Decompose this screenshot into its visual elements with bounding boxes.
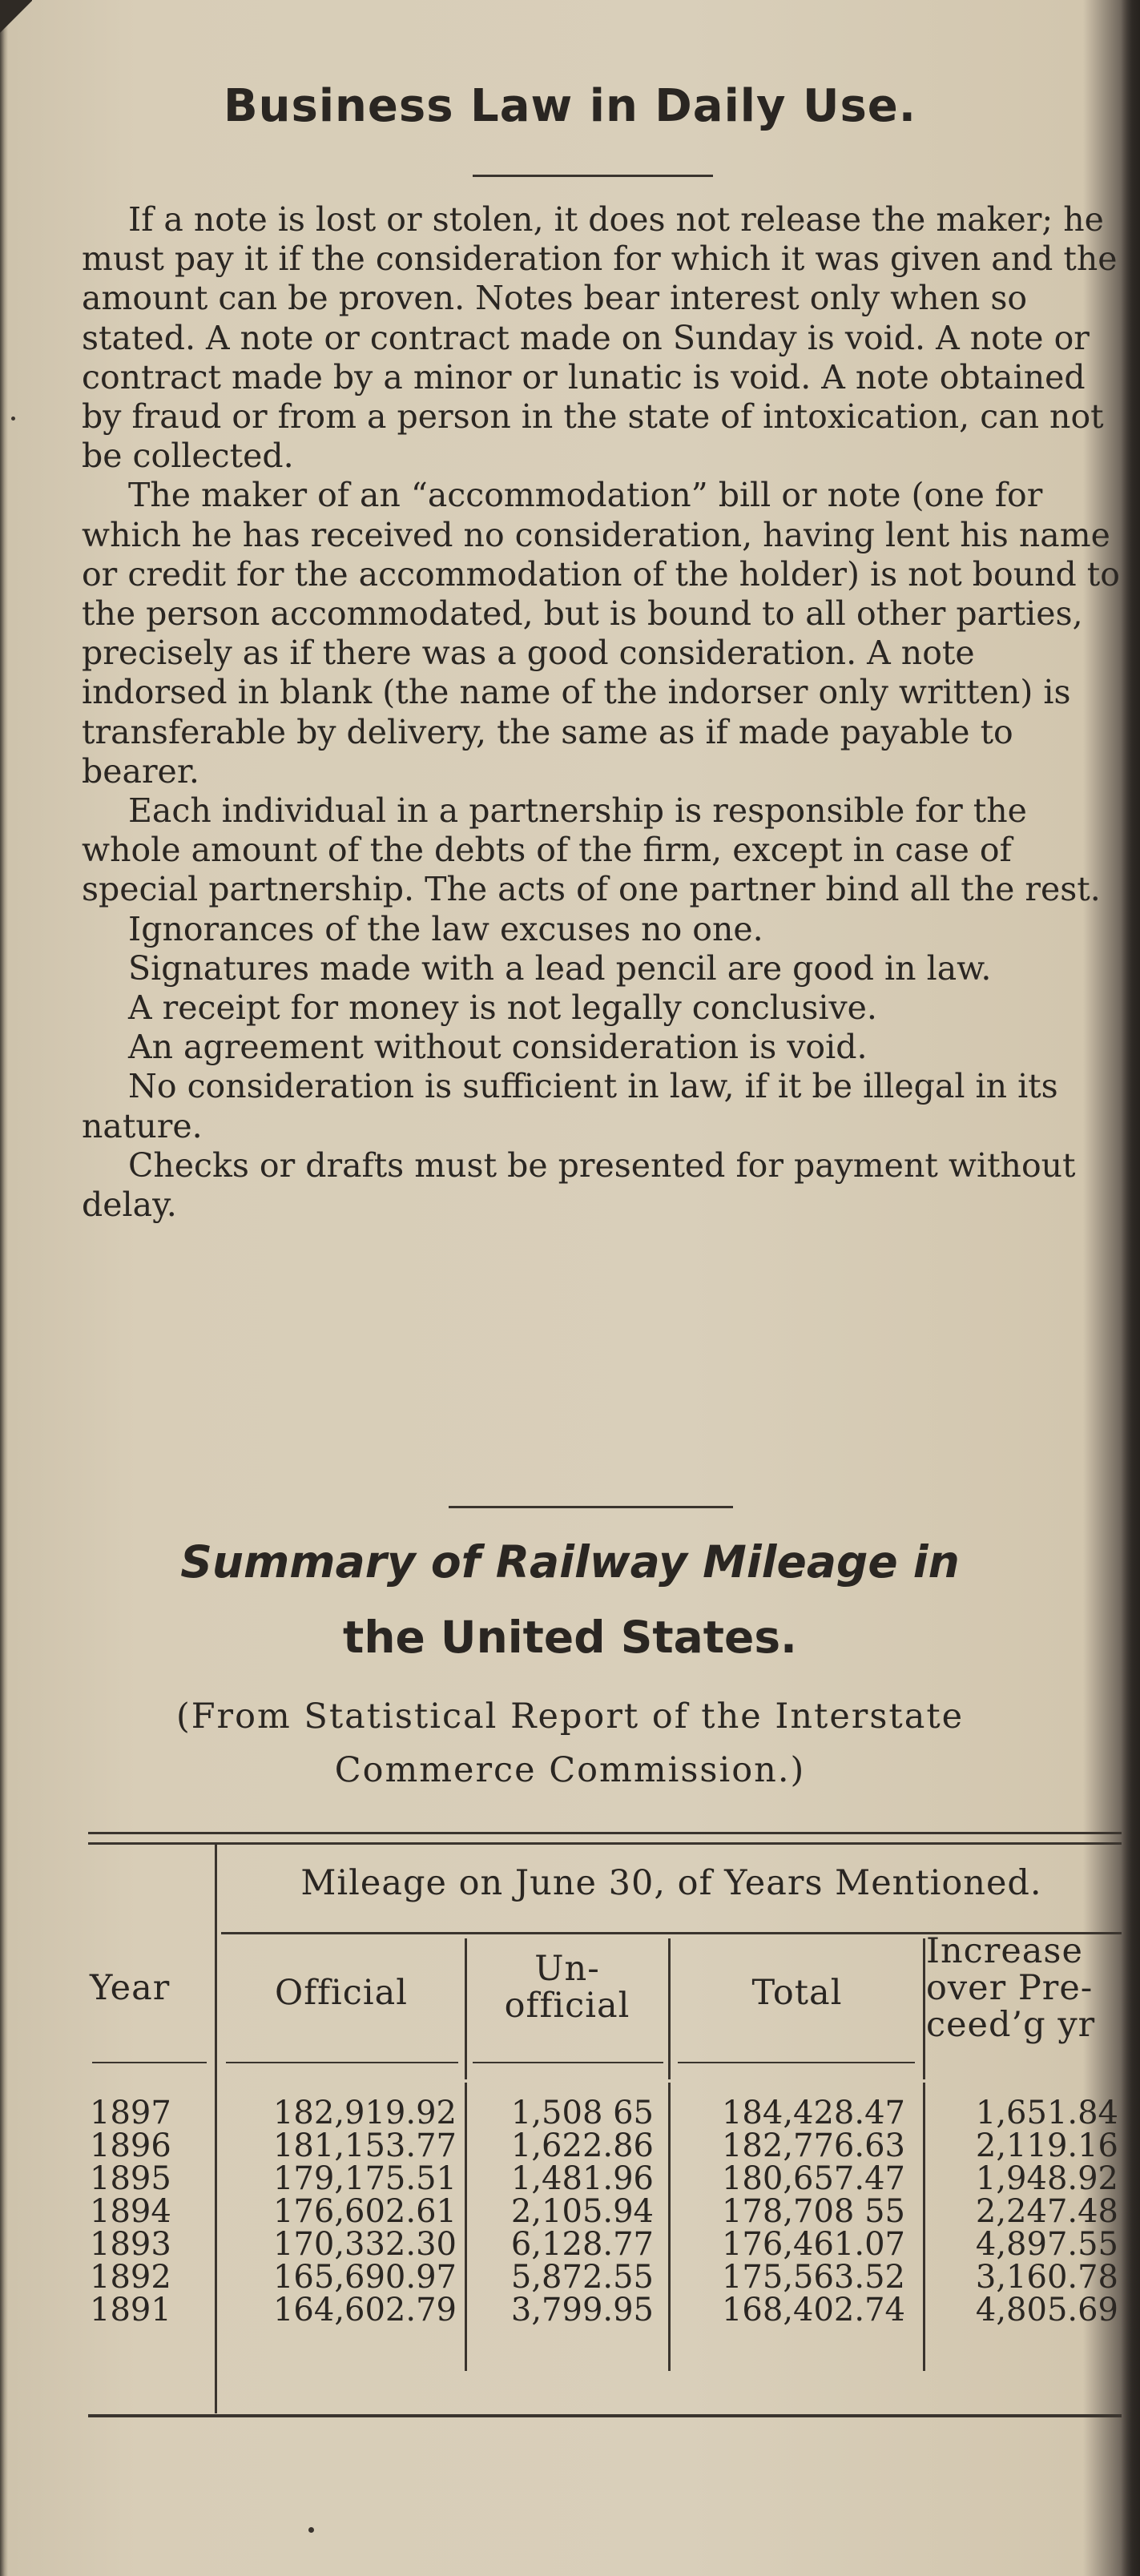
cell-year: 1893 xyxy=(90,2226,171,2263)
column-header-unofficial xyxy=(469,1950,665,2024)
paragraph-consideration: No consideration is sufficient in law, if it be illegal in its nature. xyxy=(82,1067,1058,1145)
business-law-title: Business Law in Daily Use. xyxy=(223,80,917,132)
table-column-divider xyxy=(923,2083,925,2371)
table-header-underline xyxy=(473,2062,663,2063)
table-header-underline xyxy=(226,2062,458,2063)
table-header-divider xyxy=(465,1938,467,2079)
cell-official: 164,602.79 xyxy=(272,2292,457,2328)
cell-unofficial: 1,508 65 xyxy=(510,2095,654,2131)
cell-increase: 1,948.92 xyxy=(975,2160,1118,2197)
cell-total: 184,428.47 xyxy=(721,2095,905,2131)
cell-official: 182,919.92 xyxy=(272,2095,457,2131)
cell-year: 1895 xyxy=(90,2160,171,2197)
table-group-header: Mileage on June 30, of Years Mentioned. xyxy=(300,1863,1042,1903)
cell-increase: 2,247.48 xyxy=(975,2193,1118,2230)
cell-increase: 3,160.78 xyxy=(975,2259,1118,2296)
table-top-rule xyxy=(88,1832,1122,1834)
paper-speck xyxy=(11,417,15,421)
page-corner xyxy=(0,0,32,40)
table-header-divider xyxy=(668,1938,671,2079)
cell-increase: 2,119.16 xyxy=(975,2127,1118,2164)
cell-total: 168,402.74 xyxy=(721,2292,905,2328)
cell-unofficial: 1,481.96 xyxy=(510,2160,654,2197)
column-header-unofficial-line2: official xyxy=(504,1986,630,2026)
paragraph-ignorance: Ignorances of the law excuses no one. xyxy=(128,909,763,948)
paper-speck xyxy=(308,2527,314,2533)
cell-increase: 4,897.55 xyxy=(975,2226,1118,2263)
cell-increase: 4,805.69 xyxy=(975,2292,1118,2328)
cell-unofficial: 1,622.86 xyxy=(510,2127,654,2164)
business-law-body xyxy=(82,200,1123,1225)
table-top-rule-inner xyxy=(88,1842,1122,1845)
column-header-year-label: Year xyxy=(90,1968,171,2008)
cell-total: 176,461.07 xyxy=(721,2226,905,2263)
page-left-edge xyxy=(0,0,8,2576)
cell-official: 176,602.61 xyxy=(272,2193,457,2230)
column-header-increase xyxy=(926,1933,1126,2043)
cell-unofficial: 3,799.95 xyxy=(510,2292,654,2328)
column-header-official: Official xyxy=(274,1973,409,2013)
cell-year: 1891 xyxy=(90,2292,171,2328)
title-divider xyxy=(473,175,713,177)
table-header-underline xyxy=(92,2062,207,2063)
railway-source-line1: (From Statistical Report of the Interstate xyxy=(175,1697,965,1737)
paragraph-receipt: A receipt for money is not legally conclusive. xyxy=(128,988,877,1028)
column-header-year xyxy=(90,1933,210,2006)
section-divider xyxy=(449,1506,733,1508)
table-year-column-divider xyxy=(215,1845,217,2413)
paragraph-agreement: An agreement without consideration is void. xyxy=(128,1028,868,1067)
cell-total: 175,563.52 xyxy=(721,2259,905,2296)
cell-unofficial: 6,128.77 xyxy=(510,2226,654,2263)
cell-official: 165,690.97 xyxy=(272,2259,457,2296)
paragraph-partnership: Each individual in a partnership is responsible for the whole amount of the debts of the firm, except in case of special partnership. The acts of one partner bind all the rest. xyxy=(82,791,1101,909)
cell-unofficial: 2,105.94 xyxy=(510,2193,654,2230)
column-header-increase-line3: ceed’g yr xyxy=(926,2005,1096,2045)
column-header-unofficial-line1: Un- xyxy=(534,1949,600,1989)
cell-year: 1896 xyxy=(90,2127,171,2164)
cell-year: 1897 xyxy=(90,2095,171,2131)
cell-year: 1892 xyxy=(90,2259,171,2296)
cell-year: 1894 xyxy=(90,2193,171,2230)
cell-official: 179,175.51 xyxy=(272,2160,457,2197)
table-header-divider xyxy=(923,1938,925,2079)
railway-source-line2: Commerce Commission.) xyxy=(334,1750,806,1790)
column-header-increase-line2: over Pre- xyxy=(926,1968,1094,2008)
table-column-divider xyxy=(668,2083,671,2371)
column-header-increase-line1: Increase xyxy=(926,1931,1083,1971)
paragraph-checks: Checks or drafts must be presented for payment without delay. xyxy=(82,1145,1076,1225)
paragraph-note-lost: If a note is lost or stolen, it does not release the maker; he must pay it if the consideration for which it was given and the amount can be proven. Notes bear interest only when so stated. A note or contract made on Sunday is void. A note or contract made by a minor or lunatic is void. A note obtained by fraud or from a person in the state of intoxication, can not be collected. xyxy=(82,200,1118,476)
cell-unofficial: 5,872.55 xyxy=(510,2259,654,2296)
table-header-underline xyxy=(678,2062,915,2063)
column-header-total: Total xyxy=(751,1973,843,2013)
table-bottom-rule xyxy=(88,2414,1122,2417)
cell-total: 178,708 55 xyxy=(721,2193,905,2230)
table-column-divider xyxy=(465,2083,467,2371)
paragraph-accommodation: The maker of an “accommodation” bill or note (one for which he has received no consideration, having lent his name or credit for the accommodation of the holder) is not bound to the person accommodated, but is bound to all other parties, precisely as if there was a good consideration. A note indorsed in blank (the name of the indorser only written) is transferable by delivery, the same as if made payable to bearer. xyxy=(82,476,1120,791)
cell-official: 181,153.77 xyxy=(272,2127,457,2164)
cell-total: 182,776.63 xyxy=(721,2127,905,2164)
railway-title-line1: Summary of Railway Mileage in xyxy=(180,1536,960,1588)
railway-title-line2: the United States. xyxy=(343,1612,797,1663)
cell-official: 170,332.30 xyxy=(272,2226,457,2263)
page-spine-shadow xyxy=(1121,0,1140,2576)
cell-total: 180,657.47 xyxy=(721,2160,905,2197)
cell-increase: 1,651.84 xyxy=(975,2095,1118,2131)
paragraph-pencil-signatures: Signatures made with a lead pencil are good in law. xyxy=(128,948,992,988)
